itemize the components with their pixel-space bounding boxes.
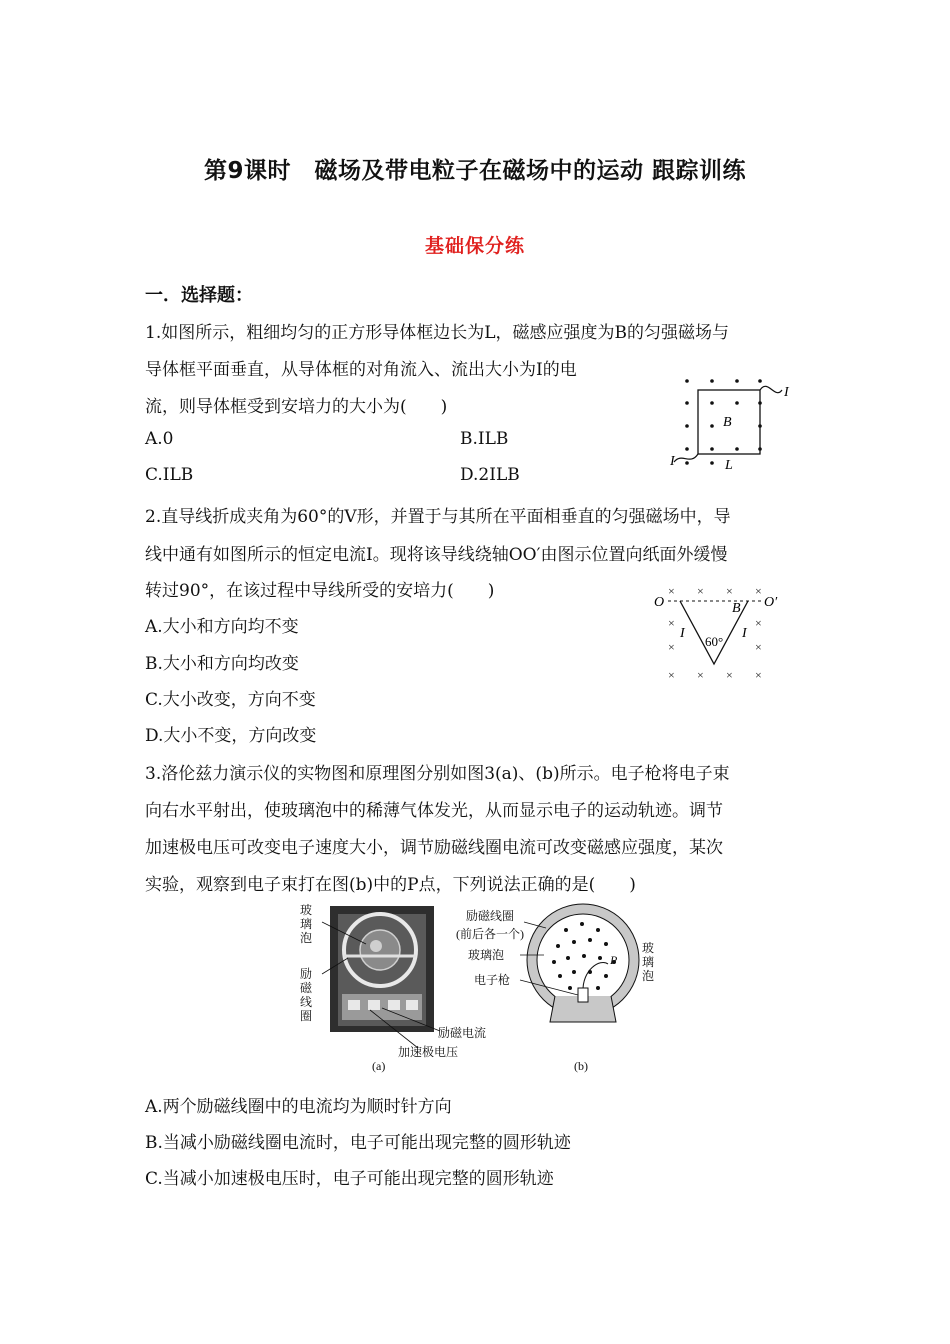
q1-option-c: C.ILB <box>145 465 194 485</box>
svg-text:×: × <box>668 640 675 654</box>
q3-line-4: 实验，观察到电子束打在图(b)中的P点，下列说法正确的是( ) <box>145 875 636 895</box>
q1-option-b: B.ILB <box>460 429 509 449</box>
q3a-label-coil-2: 磁 <box>300 981 313 995</box>
q2-option-d: D.大小不变，方向改变 <box>145 726 317 746</box>
svg-text:×: × <box>697 584 704 598</box>
q3a-label-coil-1: 励 <box>300 967 313 981</box>
q2-fig-label-o-prime: O′ <box>764 595 778 610</box>
q3-option-c: C.当减小加速极电压时，电子可能出现完整的圆形轨迹 <box>145 1169 554 1189</box>
q2-fig-label-i-right: I <box>742 626 747 641</box>
q2-option-c: C.大小改变，方向不变 <box>145 690 316 710</box>
q3-line-1: 3.洛伦兹力演示仪的实物图和原理图分别如图3(a)、(b)所示。电子枪将电子束 <box>145 764 730 784</box>
svg-text:×: × <box>726 584 733 598</box>
q1-option-a: A.0 <box>145 429 174 449</box>
q3-option-a: A.两个励磁线圈中的电流均为顺时针方向 <box>145 1097 452 1117</box>
q2-line-1: 2.直导线折成夹角为60°的V形，并置于与其所在平面相垂直的匀强磁场中，导 <box>145 507 731 527</box>
page-title: 第9课时 磁场及带电粒子在磁场中的运动 跟踪训练 <box>203 158 746 184</box>
q3a-label-bulb-1: 玻 <box>300 903 313 917</box>
q1-fig-label-l: L <box>725 458 733 473</box>
page-subtitle: 基础保分练 <box>424 235 525 257</box>
q3b-label-coil-note: (前后各一个) <box>456 927 524 941</box>
q1-fig-label-i-in: I <box>670 454 675 469</box>
q3-line-2: 向右水平射出，使玻璃泡中的稀薄气体发光，从而显示电子的运动轨迹。调节 <box>145 801 723 821</box>
q1-line-3: 流，则导体框受到安培力的大小为( ) <box>145 397 448 417</box>
svg-text:×: × <box>755 616 762 630</box>
q3a-label-voltage: 加速极电压 <box>398 1045 459 1059</box>
q3b-caption: (b) <box>574 1059 588 1073</box>
q3b-label-p: P <box>610 953 618 967</box>
q3a-label-current: 励磁电流 <box>438 1026 487 1040</box>
q3b-label-gun: 电子枪 <box>474 973 511 987</box>
q3b-label-bulb-right-3: 泡 <box>642 969 655 983</box>
section-heading: 一．选择题： <box>145 285 253 306</box>
svg-text:×: × <box>755 668 762 682</box>
q2-v-wire-figure <box>650 578 790 684</box>
q3b-label-bulb: 玻璃泡 <box>468 948 505 962</box>
svg-text:×: × <box>668 668 675 682</box>
q1-line-1: 1.如图所示，粗细均匀的正方形导体框边长为L，磁感应强度为B的匀强磁场与 <box>145 323 729 343</box>
q3a-label-coil-3: 线 <box>300 995 313 1009</box>
q3a-label-coil-4: 圈 <box>300 1009 313 1023</box>
q3a-caption: (a) <box>372 1059 386 1073</box>
q2-fig-label-b: B <box>732 601 741 616</box>
q1-option-d: D.2ILB <box>460 465 520 485</box>
q3a-label-bulb-2: 璃 <box>300 917 313 931</box>
svg-text:×: × <box>726 668 733 682</box>
svg-text:×: × <box>668 584 675 598</box>
q2-fig-label-i-left: I <box>680 626 685 641</box>
q2-fig-label-o: O <box>654 595 665 610</box>
svg-text:×: × <box>755 584 762 598</box>
q1-square-frame-figure <box>660 370 800 480</box>
q3-option-b: B.当减小励磁线圈电流时，电子可能出现完整的圆形轨迹 <box>145 1133 571 1153</box>
q2-option-b: B.大小和方向均改变 <box>145 654 299 674</box>
svg-text:×: × <box>755 640 762 654</box>
svg-text:×: × <box>668 616 675 630</box>
q2-line-2: 线中通有如图所示的恒定电流I。现将该导线绕轴OO′由图示位置向纸面外缓慢 <box>145 545 728 565</box>
q3b-label-bulb-right-1: 玻 <box>642 941 655 955</box>
q3b-label-coil: 励磁线圈 <box>466 909 515 923</box>
q1-line-2: 导体框平面垂直，从导体框的对角流入、流出大小为I的电 <box>145 360 577 380</box>
q2-option-a: A.大小和方向均不变 <box>145 617 299 637</box>
svg-text:×: × <box>697 668 704 682</box>
q2-fig-label-angle: 60° <box>705 634 724 649</box>
q3a-label-bulb-3: 泡 <box>300 931 313 945</box>
q1-fig-label-i-out: I <box>784 385 789 400</box>
q3b-label-bulb-right-2: 璃 <box>642 955 655 969</box>
q2-line-3: 转过90°，在该过程中导线所受的安培力( ) <box>145 581 495 601</box>
q3-line-3: 加速极电压可改变电子速度大小，调节励磁线圈电流可改变磁感应强度，某次 <box>145 838 723 858</box>
q3-figure-b-schematic <box>450 900 675 1076</box>
q1-fig-label-b: B <box>723 415 732 430</box>
